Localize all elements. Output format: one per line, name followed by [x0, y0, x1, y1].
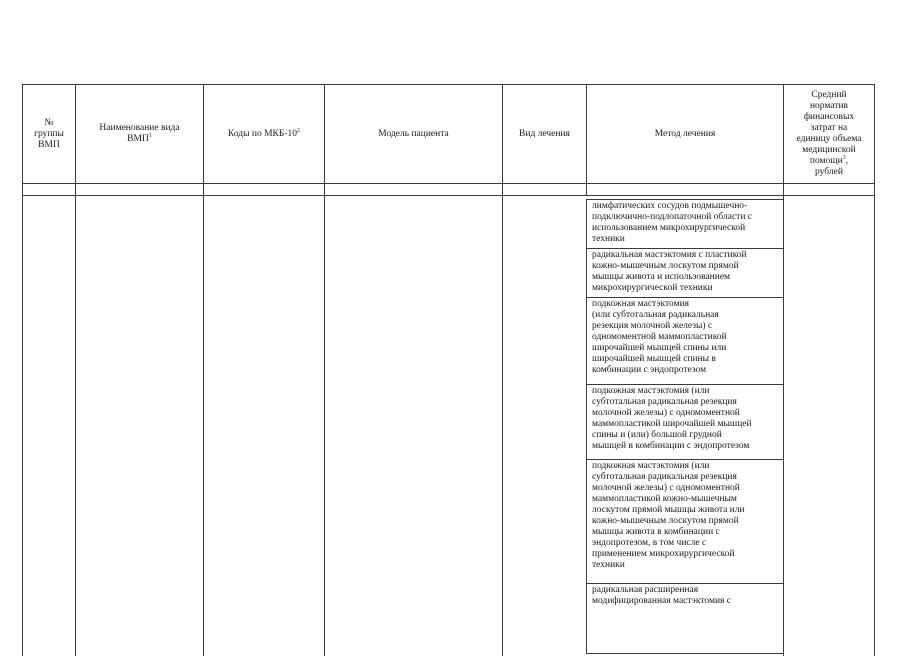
method-cell-1-line-3: использованием микрохирургической — [592, 223, 746, 233]
header-col-group-number-line3: ВМП — [38, 139, 60, 150]
method-cell-4-line-4: маммопластикой широчайшей мышцей — [592, 419, 752, 429]
body-col-avg-cost — [783, 196, 875, 656]
method-cell-2-line-3: мышцы живота и использованием — [592, 272, 731, 282]
header-col-avg-cost-line3: финансовых — [803, 112, 855, 122]
header-col-vmp-name-line2: ВМП — [127, 134, 149, 144]
body-col-icd-codes — [203, 196, 325, 656]
method-cell-5-line-7: мышцы живота в комбинации с — [592, 527, 720, 537]
method-cell-4 — [586, 385, 784, 460]
method-cell-3-line-7: комбинации с эндопротезом — [592, 365, 707, 375]
method-cell-2-line-2: кожно-мышечным лоскутом прямой — [592, 261, 739, 271]
header-col-patient-model-text: Модель пациента — [378, 128, 449, 139]
header-col-avg-cost-line1: Средний — [811, 90, 847, 100]
header-col-icd-codes — [203, 84, 325, 184]
header-col-vmp-name-line1: Наименование вида — [99, 123, 180, 133]
header-col-avg-cost-line6: медицинской — [802, 145, 856, 155]
method-cell-3-line-5: широчайшей мышцей спины или — [592, 343, 727, 353]
header-col-avg-cost-line4: затрат на — [810, 123, 848, 133]
header-col-patient-model — [324, 84, 503, 184]
method-cell-4-line-2: субтотальная радикальная резекция — [592, 397, 737, 407]
spacer-cell-7 — [783, 183, 875, 196]
method-cell-6-line-1: радикальная расширенная — [592, 585, 699, 595]
footnote-marker-2: 2 — [297, 127, 301, 134]
spacer-cell-6 — [586, 183, 784, 196]
header-col-icd-codes-text: Коды по МКБ-10 — [227, 128, 298, 139]
header-col-group-number — [22, 84, 76, 184]
footnote-marker-1: 1 — [148, 132, 152, 139]
header-col-treatment-type — [502, 84, 587, 184]
method-cell-5-line-1: подкожная мастэктомия (или — [592, 461, 710, 471]
method-cell-6 — [586, 584, 784, 654]
header-col-treatment-method — [586, 84, 784, 184]
method-cell-1-line-1: лимфатических сосудов подмышечно- — [592, 201, 748, 211]
method-cell-1 — [586, 199, 784, 249]
header-col-avg-cost-line2: норматив — [809, 101, 849, 111]
body-col-patient-model — [324, 196, 503, 656]
method-cell-3 — [586, 298, 784, 385]
method-cell-1-line-2: подключично-подлопаточной области с — [592, 212, 753, 222]
method-cell-5-line-10: техники — [592, 560, 625, 570]
method-cell-3-line-6: широчайшей мышцей спины в — [592, 354, 716, 364]
header-col-treatment-method-text: Метод лечения — [654, 128, 716, 139]
header-col-avg-cost-line7: помощи — [809, 156, 843, 166]
header-col-group-number-line2: группы — [34, 128, 64, 139]
header-col-avg-cost-line7-suffix: , — [845, 156, 849, 166]
spacer-cell-4 — [324, 183, 503, 196]
body-col-group-number — [22, 196, 76, 656]
method-cell-5-line-8: эндопротезом, в том числе с — [592, 538, 707, 548]
method-cell-5-line-2: субтотальная радикальная резекция — [592, 472, 737, 482]
method-cell-5 — [586, 460, 784, 584]
method-cell-4-line-1: подкожная мастэктомия (или — [592, 386, 710, 396]
spacer-cell-2 — [75, 183, 204, 196]
method-cell-5-line-3: молочной железы) с одномоментной — [592, 483, 740, 493]
method-cell-4-line-5: спины и (или) большой грудной — [592, 430, 722, 440]
spacer-cell-5 — [502, 183, 587, 196]
header-col-avg-cost — [783, 84, 875, 184]
method-cell-4-line-3: молочной железы) с одномоментной — [592, 408, 740, 418]
header-col-vmp-name — [75, 84, 204, 184]
method-cell-2-line-4: микрохирургической техники — [592, 283, 713, 293]
body-col-vmp-name — [75, 196, 204, 656]
method-cell-3-line-1: подкожная мастэктомия — [592, 299, 690, 309]
header-col-group-number-line1: № — [44, 117, 54, 128]
method-cell-5-line-5: лоскутом прямой мышцы живота или — [592, 505, 745, 515]
method-cell-5-line-9: применением микрохирургической — [592, 549, 735, 559]
method-cell-1-line-4: техники — [592, 234, 625, 244]
method-cell-3-line-3: резекция молочной железы) с — [592, 321, 713, 331]
method-cell-3-line-4: одномоментной маммопластикой — [592, 332, 727, 342]
method-cell-5-line-4: маммопластикой кожно-мышечным — [592, 494, 737, 504]
header-col-treatment-type-text: Вид лечения — [519, 128, 570, 139]
method-cell-6-line-2: модифицированная мастэктомия с — [592, 596, 732, 606]
method-cell-2 — [586, 249, 784, 298]
method-cell-2-line-1: радикальная мастэктомия с пластикой — [592, 250, 747, 260]
header-col-avg-cost-line5: единицу объема — [796, 134, 862, 144]
method-cell-3-line-2: (или субтотальная радикальная — [592, 310, 719, 320]
method-cell-4-line-6: мышцей в комбинации с эндопротезом — [592, 441, 750, 451]
body-col-treatment-type — [502, 196, 587, 656]
spacer-cell-1 — [22, 183, 76, 196]
footnote-marker-3: 3 — [842, 154, 846, 161]
spacer-cell-3 — [203, 183, 325, 196]
header-col-avg-cost-line8: рублей — [815, 167, 843, 177]
method-cell-5-line-6: кожно-мышечным лоскутом прямой — [592, 516, 739, 526]
